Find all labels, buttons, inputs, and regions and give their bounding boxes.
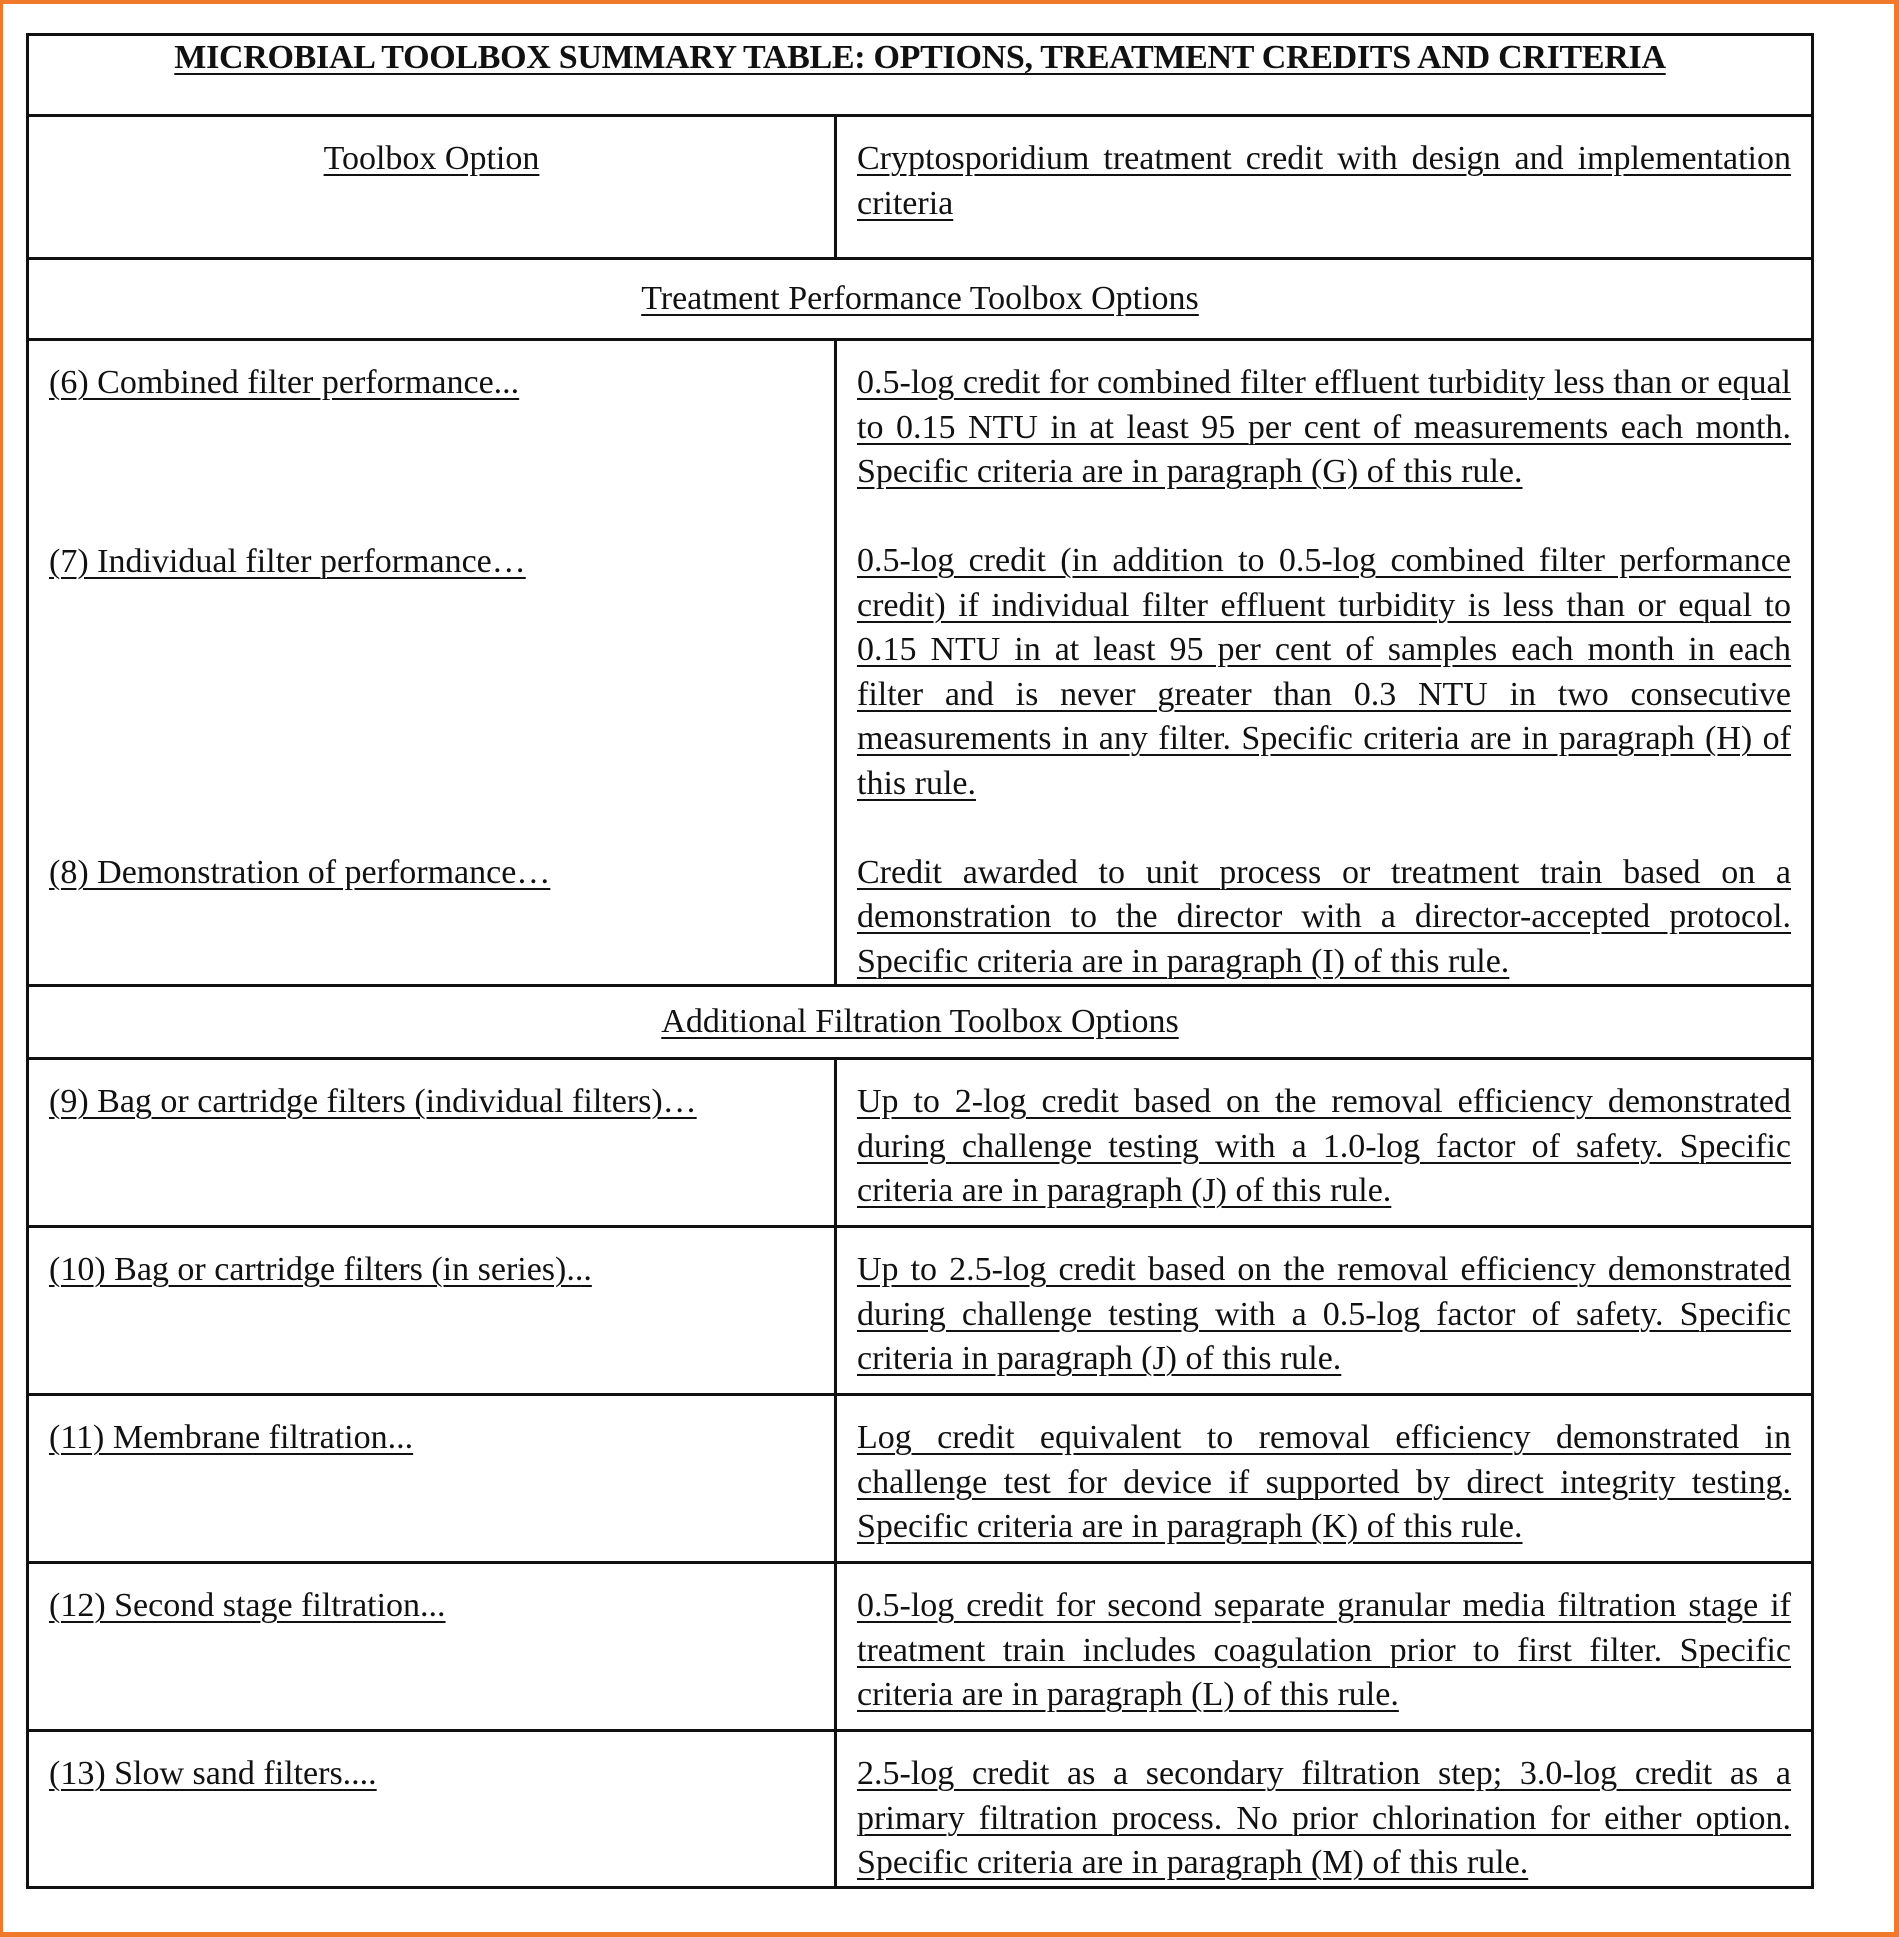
criteria-text: 0.5-log credit for second separate granular media filtration stage if treatment train includes coagulation prior to first filter. Specific criteria are in paragraph (L) of this rule. bbox=[857, 1587, 1791, 1713]
criteria-cell bbox=[836, 1563, 1813, 1731]
table-title-cell bbox=[28, 35, 1813, 116]
column-header-criteria bbox=[836, 116, 1813, 259]
option-label: (12) Second stage filtration... bbox=[49, 1587, 446, 1624]
criteria-text: Log credit equivalent to removal efficiency demonstrated in challenge test for device if supported by direct integrity testing. Specific criteria are in paragraph (K) of this rule. bbox=[857, 1419, 1791, 1545]
option-label: (11) Membrane filtration... bbox=[49, 1419, 414, 1456]
option-cell bbox=[28, 1227, 836, 1395]
table-row bbox=[28, 1395, 1813, 1563]
section-heading: Treatment Performance Toolbox Options bbox=[641, 280, 1199, 317]
table-row bbox=[28, 1731, 1813, 1888]
option-cell bbox=[28, 340, 836, 986]
option-label: (10) Bag or cartridge filters (in series)... bbox=[49, 1251, 592, 1288]
criteria-cell bbox=[836, 340, 1813, 986]
option-label: (7) Individual filter performance… bbox=[49, 542, 526, 580]
option-label: (13) Slow sand filters.... bbox=[49, 1755, 377, 1792]
criteria-cell bbox=[836, 1395, 1813, 1563]
option-cell bbox=[28, 1395, 836, 1563]
criteria-text: 0.5-log credit for combined filter effluent turbidity less than or equal to 0.15 NTU in at least 95 per cent of measurements each month. Specific criteria are in paragraph (G) of this rule. bbox=[857, 364, 1791, 490]
title-row bbox=[28, 35, 1813, 116]
column-header-option bbox=[28, 116, 836, 259]
table-row bbox=[28, 1563, 1813, 1731]
option-label: (6) Combined filter performance... bbox=[49, 364, 520, 401]
criteria-text: 0.5-log credit (in addition to 0.5-log combined filter performance credit) if individual filter effluent turbidity is less than or equal to 0.15 NTU in at least 95 per cent of samples each month in each filter and is never greater than 0.3 NTU in two consecutive measurements in any filter. Specific criteria are in paragraph (H) of this rule. bbox=[857, 542, 1791, 802]
criteria-cell bbox=[836, 1731, 1813, 1888]
section-heading: Additional Filtration Toolbox Options bbox=[661, 1003, 1179, 1040]
option-cell bbox=[28, 1731, 836, 1888]
section-rows-treatment-performance bbox=[28, 340, 1813, 986]
option-cell bbox=[28, 1563, 836, 1731]
column-header-criteria-label: Cryptosporidium treatment credit with design and implementation criteria bbox=[857, 140, 1791, 222]
section-heading-row bbox=[28, 259, 1813, 340]
option-label: (9) Bag or cartridge filters (individual filters)… bbox=[49, 1083, 697, 1120]
section-heading-row bbox=[28, 986, 1813, 1059]
table-row bbox=[28, 1059, 1813, 1227]
option-cell bbox=[28, 1059, 836, 1227]
table-row bbox=[28, 1227, 1813, 1395]
header-row bbox=[28, 116, 1813, 259]
criteria-text: Up to 2-log credit based on the removal efficiency demonstrated during challenge testing with a 1.0-log factor of safety. Specific criteria are in paragraph (J) of this rule. bbox=[857, 1083, 1791, 1209]
summary-table bbox=[26, 33, 1814, 1889]
criteria-text: Up to 2.5-log credit based on the removal efficiency demonstrated during challenge testing with a 0.5-log factor of safety. Specific criteria in paragraph (J) of this rule. bbox=[857, 1251, 1791, 1377]
criteria-text: Credit awarded to unit process or treatment train based on a demonstration to the director with a director-accepted protocol. Specific criteria are in paragraph (I) of this rule. bbox=[857, 853, 1791, 980]
criteria-cell bbox=[836, 1059, 1813, 1227]
option-label: (8) Demonstration of performance… bbox=[49, 854, 551, 891]
column-header-option-label: Toolbox Option bbox=[323, 140, 540, 177]
section-heading-cell bbox=[28, 259, 1813, 340]
table-title: MICROBIAL TOOLBOX SUMMARY TABLE: OPTIONS, TREATMENT CREDITS AND CRITERIA bbox=[174, 39, 1666, 76]
section-heading-cell bbox=[28, 986, 1813, 1059]
criteria-cell bbox=[836, 1227, 1813, 1395]
criteria-text: 2.5-log credit as a secondary filtration step; 3.0-log credit as a primary filtration process. No prior chlorination for either option. Specific criteria are in paragraph (M) of this rule. bbox=[857, 1755, 1791, 1881]
